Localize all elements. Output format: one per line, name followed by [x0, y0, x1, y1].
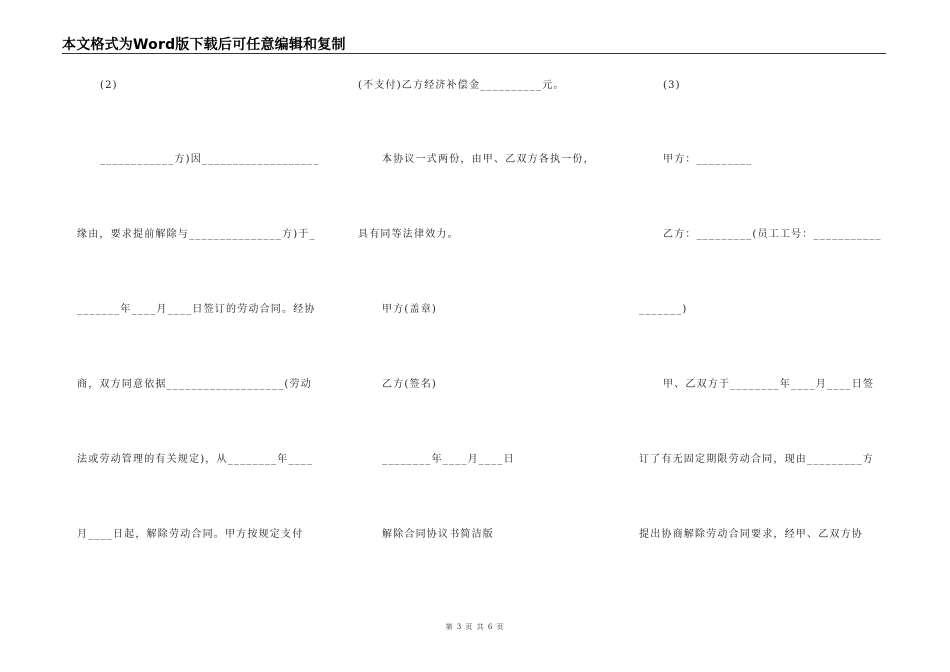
text-line: 订了有无固定期限劳动合同，现由_________方: [639, 454, 874, 465]
header-rule: [62, 53, 886, 54]
text-line: 法或劳动管理的有关规定)，从________年____: [77, 454, 314, 465]
page-header: 本文格式为Word版下载后可任意编辑和复制: [62, 37, 346, 53]
text-line: (不支付)乙方经济补偿金__________元。: [358, 80, 565, 91]
text-line: 乙方(签名): [382, 379, 438, 390]
text-line: (2): [100, 80, 118, 91]
text-line: 缘由，要求提前解除与_______________方)于_: [77, 229, 316, 240]
text-line: _______): [639, 304, 688, 315]
text-line: _______年____月____日签订的劳动合同。经协: [77, 304, 316, 315]
text-line: 解除合同协议书简洁版: [382, 529, 494, 540]
text-line: 甲方(盖章): [382, 304, 438, 315]
text-line: 本协议一式两份，由甲、乙双方各执一份，: [382, 154, 595, 165]
text-line: ________年____月____日: [382, 454, 515, 465]
text-line: 甲方：_________: [663, 154, 753, 165]
page-footer: 第 3 页 共 6 页: [445, 623, 505, 631]
text-line: 乙方：_________(员工工号：___________: [663, 229, 882, 240]
text-line: (3): [663, 80, 681, 91]
text-line: 月____日起，解除劳动合同。甲方按规定支付: [77, 529, 304, 540]
text-line: 具有同等法律效力。: [358, 229, 459, 240]
text-line: 商，双方同意依据___________________(劳动: [77, 379, 312, 390]
text-line: 提出协商解除劳动合同要求，经甲、乙双方协: [639, 529, 863, 540]
text-line: 甲、乙双方于________年____月____日签: [663, 379, 875, 390]
text-line: ____________方)因___________________: [100, 154, 320, 165]
